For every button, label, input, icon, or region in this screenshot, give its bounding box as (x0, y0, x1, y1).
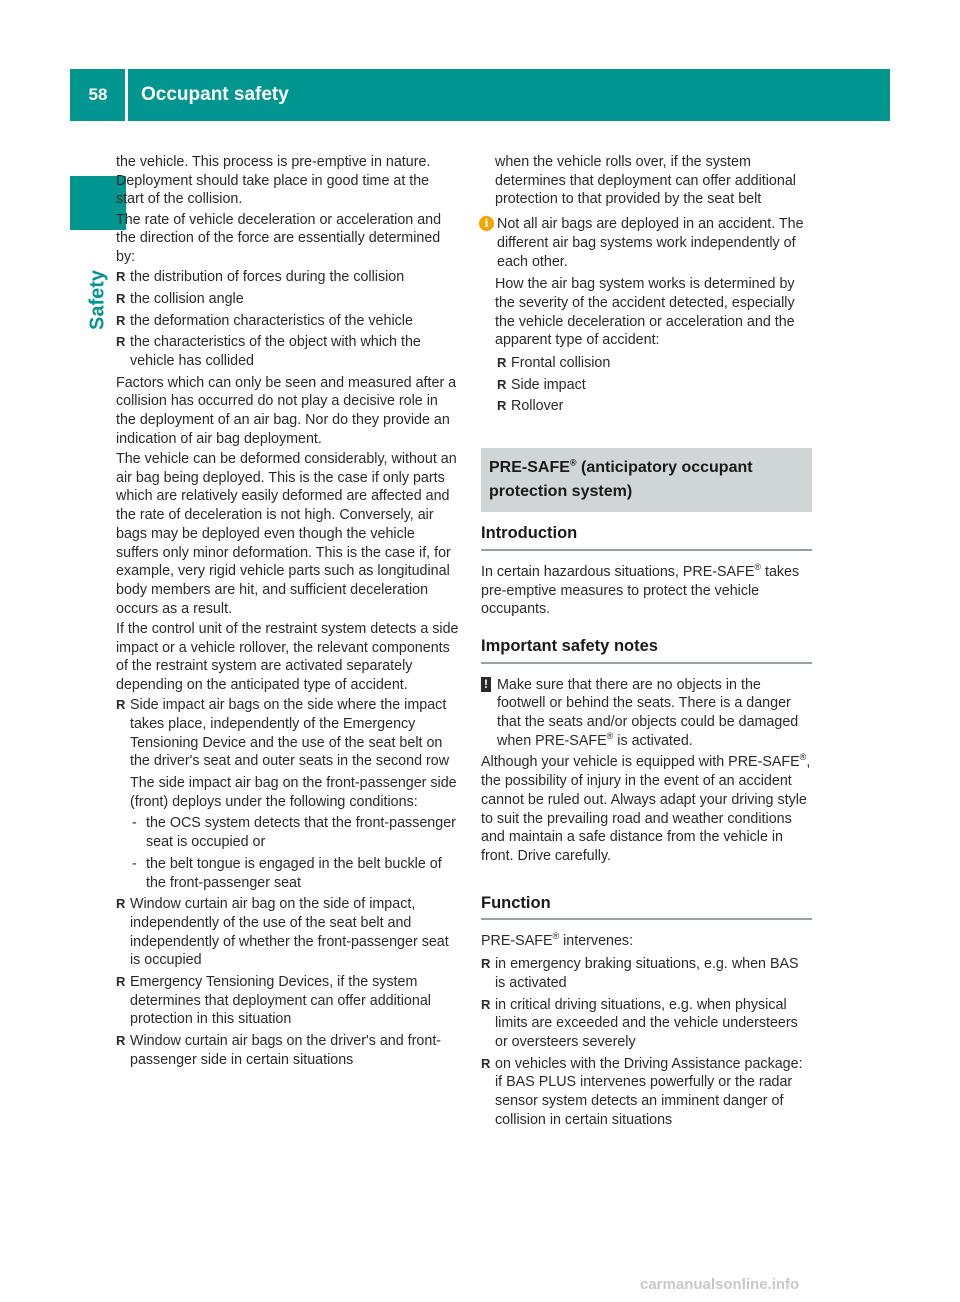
header-divider (125, 69, 128, 121)
registered-mark: ® (552, 931, 560, 942)
subheading-function: Function (481, 894, 812, 921)
list-item: R on vehicles with the Driving Assistance package: if BAS PLUS intervenes powerfully or the radar sensor system detects an imminent danger of collision in certain situations (481, 1055, 812, 1130)
list-item-subtext: The side impact air bag on the front-passenger side (front) deploys under the following conditions: (130, 775, 457, 810)
text-span: Although your vehicle is equipped with PRE-SAFE (481, 754, 800, 771)
sidebar-section-label: Safety (86, 269, 109, 331)
subheading-introduction: Introduction (481, 524, 812, 551)
warning-note (481, 676, 812, 751)
paragraph (481, 753, 812, 865)
text-span: PRE-SAFE (481, 933, 553, 950)
list-item: R in emergency braking situations, e.g. when BAS is activated (481, 955, 812, 992)
sub-list-item: - the belt tongue is engaged in the belt buckle of the front-passenger seat (116, 855, 460, 892)
paragraph (481, 563, 812, 619)
paragraph: The vehicle can be deformed considerably, without an air bag being deployed. This is the case if only parts which are relatively easily deformed are affected and the rate of deceleration is not high. Conversely, air bags may be deployed even though the vehicle suffers only minor deformation. This is the case if, for example, very rigid vehicle parts such as longitudinal body members are hit, and sufficient deceleration occurs as a result. (116, 451, 457, 617)
list-item: R Window curtain air bags on the driver's and front-passenger side in certain situations (116, 1032, 460, 1069)
paragraph: How the air bag system works is determined by the severity of the accident detected, especially the vehicle deceleration or acceleration and the apparent type of accident: (495, 276, 795, 349)
right-column (481, 153, 812, 1132)
text-span: takes pre-emptive measures to protect the vehicle occupants. (481, 563, 800, 618)
list-item: R the collision angle (116, 290, 460, 309)
list-item: R in critical driving situations, e.g. when physical limits are exceeded and the vehicle understeers or oversteers severely (481, 996, 812, 1052)
warning-icon: ! (481, 677, 491, 692)
list-item-text: Side impact (511, 376, 586, 393)
list-item: R the characteristics of the object with which the vehicle has collided (116, 333, 460, 370)
text-span: , the possibility of injury in the event of an accident cannot be ruled out. Always adapt your driving style to suit the prevailing road and weather conditions and maintain a safe distance from the vehicle in front. Drive carefully. (481, 754, 811, 864)
sub-list-item: - the OCS system detects that the front-passenger seat is occupied or (116, 814, 460, 851)
left-column (116, 153, 460, 1073)
list-item-text: Side impact air bags on the side where the impact takes place, independently of the Emergency Tensioning Device and the use of the seat belt on the driver's seat and outer seats in the second row (130, 697, 450, 770)
section-heading (481, 448, 812, 512)
paragraph (481, 932, 812, 951)
paragraph: If the control unit of the restraint system detects a side impact or a vehicle rollover, the relevant components of the restraint system are activated separately depending on the anticipated type of accident. (116, 620, 459, 693)
list-item: R the deformation characteristics of the vehicle (116, 312, 460, 331)
section-heading-text: (anticipatory occupant protection system) (489, 459, 753, 501)
registered-mark: ® (754, 562, 761, 573)
paragraph: The rate of vehicle deceleration or acceleration and the direction of the force are essentially determined by: (116, 211, 442, 266)
info-note (481, 215, 812, 271)
watermark: carmanualsonline.info (640, 1276, 800, 1293)
registered-mark: ® (799, 752, 807, 763)
list-item (116, 696, 460, 811)
text-span: is activated. (613, 732, 693, 749)
page-title: Occupant safety (141, 84, 289, 105)
paragraph: Factors which can only be seen and measured after a collision has occurred do not play a decisive role in the deployment of an air bag. Nor do they provide an indication of air bag deployment. (116, 374, 457, 447)
paragraph: when the vehicle rolls over, if the system determines that deployment can offer additional protection to that provided by the seat belt (495, 154, 796, 208)
list-item (497, 376, 812, 395)
list-item-text: Frontal collision (511, 355, 611, 372)
list-item: R Emergency Tensioning Devices, if the system determines that deployment can offer additional protection in this situation (116, 973, 460, 1029)
list-item-text: Rollover (511, 398, 564, 415)
text-span: intervenes: (559, 933, 634, 950)
info-note-text: Not all air bags are deployed in an accident. The different air bag systems work independently of each other. (497, 216, 804, 270)
list-item: R the distribution of forces during the collision (116, 268, 460, 287)
text-span: In certain hazardous situations, PRE-SAFE (481, 563, 755, 580)
section-heading-text: PRE-SAFE (489, 459, 570, 477)
list-item (497, 354, 812, 373)
paragraph: the vehicle. This process is pre-emptive in nature. Deployment should take place in good time at the start of the collision. (116, 154, 431, 208)
list-item (497, 397, 812, 416)
subheading-safety-notes: Important safety notes (481, 637, 812, 664)
page-number: 58 (88, 85, 108, 104)
info-icon: i (479, 216, 494, 231)
registered-mark: ® (569, 457, 577, 468)
text-span: Make sure that there are no objects in the footwell or behind the seats. There is a danger that the seats and/or objects could be damaged when PRE-SAFE (497, 676, 799, 749)
list-item: R Window curtain air bag on the side of impact, independently of the use of the seat belt and independently of whether the front-passenger seat is occupied (116, 895, 460, 970)
registered-mark: ® (606, 731, 614, 741)
